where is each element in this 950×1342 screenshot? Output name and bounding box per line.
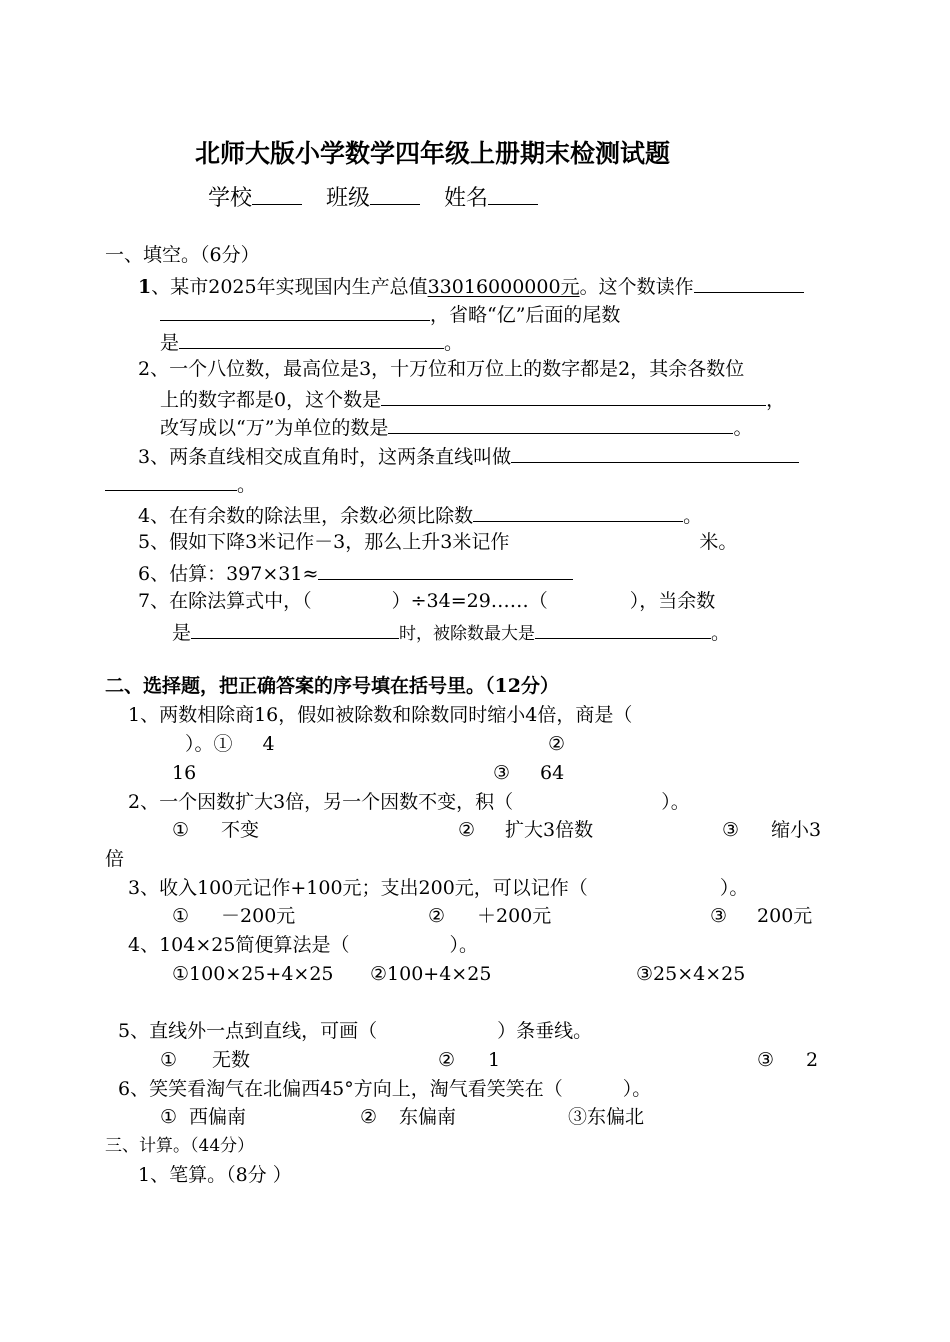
s1-q2-line2-text: 上的数字都是0，这个数是 xyxy=(160,389,382,411)
s2-q6-option-c[interactable]: ③东偏北 xyxy=(568,1106,645,1128)
s1-q1-line2-text: ，省略“亿”后面的尾数 xyxy=(430,304,621,326)
school-label: 学校 xyxy=(208,186,253,211)
s2-q6-stem xyxy=(118,1077,651,1101)
s2-q5-option-a[interactable] xyxy=(160,1048,250,1072)
s2-q5-option-b[interactable] xyxy=(438,1048,500,1072)
s2-q5-option-c[interactable] xyxy=(757,1048,818,1072)
s2-q2-a-text: 不变 xyxy=(221,819,260,841)
s1-q2-line2 xyxy=(160,385,785,412)
s1-q1-line1 xyxy=(138,272,804,299)
s2-q3-option-a[interactable] xyxy=(172,904,295,928)
s1-q7-end: 。 xyxy=(711,622,731,644)
s1-q1-blank-read[interactable] xyxy=(694,272,804,293)
s2-q5-a-text: 无数 xyxy=(212,1049,251,1071)
s2-q1-option-a[interactable]: 4 xyxy=(262,733,275,755)
s1-q2-line3 xyxy=(160,413,752,440)
s1-q2-blank-number[interactable] xyxy=(381,385,766,406)
s1-q1-line3 xyxy=(160,328,463,355)
s2-q1-c-mark: ③ xyxy=(493,762,511,784)
s2-q4-option-b[interactable]: ②100+4×25 xyxy=(370,963,492,985)
s2-q1-line2 xyxy=(185,732,275,756)
s1-q3-blank-cont[interactable] xyxy=(105,470,237,491)
class-label: 班级 xyxy=(326,186,371,211)
s1-q2-end: 。 xyxy=(733,417,753,439)
s2-q2-b-mark: ② xyxy=(458,819,476,841)
s2-q2-option-c-wrap: 倍 xyxy=(105,848,125,870)
s1-q7-blank-r[interactable] xyxy=(191,618,399,639)
school-blank[interactable] xyxy=(252,184,302,205)
s1-q7-blank-max[interactable] xyxy=(535,618,711,639)
s2-q5-a-mark: ① xyxy=(160,1049,178,1071)
s1-q1-blank-read-cont[interactable] xyxy=(160,300,430,321)
s2-q2-a-mark: ① xyxy=(172,819,190,841)
s2-q4-option-c[interactable]: ③25×4×25 xyxy=(636,963,746,985)
s1-q7-line2-a: 是 xyxy=(172,622,192,644)
s2-q5-b-mark: ② xyxy=(438,1049,456,1071)
s2-q6-stem-text: 6、笑笑看淘气在北偏西45°方向上，淘气看笑笑在（ xyxy=(118,1078,563,1100)
s1-q7-part-c: ），当余数 xyxy=(629,590,716,612)
s2-q6-close: ）。 xyxy=(622,1078,652,1100)
s2-q2-c-mark: ③ xyxy=(722,819,740,841)
s1-q6 xyxy=(138,559,573,586)
s2-q1-stem: 1、两数相除商16，假如被除数和除数同时缩小4倍，商是（ xyxy=(128,704,633,726)
s1-q1-end: 。 xyxy=(444,332,464,354)
s2-q3-option-c[interactable] xyxy=(710,904,812,928)
s2-q3-a-text: －200元 xyxy=(221,905,296,927)
s1-q3-text: 3、两条直线相交成直角时，这两条直线叫做 xyxy=(138,446,512,468)
s2-q3-c-mark: ③ xyxy=(710,905,728,927)
s1-q3-line2 xyxy=(105,470,256,497)
s2-q4-close: ）。 xyxy=(449,934,478,956)
s2-q4-stem xyxy=(128,933,478,957)
s1-q4-blank[interactable] xyxy=(473,501,683,522)
s2-q1-option-c[interactable] xyxy=(493,761,564,785)
name-blank[interactable] xyxy=(488,184,538,205)
s1-q1-value: 33016000000元 xyxy=(427,276,580,298)
s1-q7-part-a: 7、在除法算式中，（ xyxy=(138,590,312,612)
s1-q1-number: 1 xyxy=(138,276,152,298)
s1-q5 xyxy=(138,530,737,554)
s1-q1-blank-approx[interactable] xyxy=(179,328,444,349)
s1-q7-line2-b: 时，被除数最大是 xyxy=(399,624,536,644)
s1-q3-end: 。 xyxy=(237,474,257,496)
s1-q4-text: 4、在有余数的除法里，余数必须比除数 xyxy=(138,505,474,527)
s2-q3-stem xyxy=(128,876,748,900)
s1-q6-blank[interactable] xyxy=(318,559,573,580)
student-info xyxy=(208,184,538,213)
s2-q3-option-b[interactable] xyxy=(428,904,551,928)
s1-q6-text: 6、估算：397×31≈ xyxy=(138,563,319,585)
s1-q2-comma: ， xyxy=(766,389,786,411)
s1-q2-line1: 2、一个八位数，最高位是3，十万位和万位上的数字都是2，其余各数位 xyxy=(138,358,745,380)
s2-q3-b-text: ＋200元 xyxy=(477,905,552,927)
s2-q1-b-mark: ② xyxy=(548,733,566,755)
s2-q6-a-mark: ① xyxy=(160,1106,178,1128)
s2-q4-stem-text: 4、104×25简便算法是（ xyxy=(128,934,350,956)
s1-q1-tail: 。这个数读作 xyxy=(579,276,694,298)
section-1-heading: 一、填空。（6分） xyxy=(105,244,260,266)
s1-q7-line1 xyxy=(138,589,715,613)
s3-q1: 1、笔算。（8分 ） xyxy=(138,1164,292,1186)
s1-q1-text: 、某市2025年实现国内生产总值 xyxy=(151,276,428,298)
s2-q6-b-mark: ② xyxy=(360,1106,378,1128)
s2-q5-close: ）条垂线。 xyxy=(497,1020,593,1042)
s2-q2-option-c[interactable] xyxy=(722,818,821,842)
s2-q3-b-mark: ② xyxy=(428,905,446,927)
s1-q3-blank[interactable] xyxy=(511,442,799,463)
s2-q3-c-text: 200元 xyxy=(757,905,813,927)
s2-q2-stem xyxy=(128,790,690,814)
page-title: 北师大版小学数学四年级上册期末检测试题 xyxy=(195,139,671,168)
s2-q5-c-mark: ③ xyxy=(757,1049,775,1071)
s1-q5-text: 5、假如下降3米记作－3，那么上升3米记作 xyxy=(138,531,510,553)
s1-q1-line2 xyxy=(160,300,620,327)
s1-q4-end: 。 xyxy=(683,505,703,527)
s1-q1-line3-text: 是 xyxy=(160,332,180,354)
s1-q7-part-b: ）÷34=29……（ xyxy=(391,590,548,612)
s2-q5-stem-text: 5、直线外一点到直线，可画（ xyxy=(118,1020,378,1042)
s2-q6-b-text: 东偏南 xyxy=(399,1106,457,1128)
s2-q2-option-b[interactable] xyxy=(458,818,593,842)
s2-q6-a-text: 西偏南 xyxy=(189,1106,247,1128)
s1-q2-blank-wan[interactable] xyxy=(388,413,733,434)
s2-q6-option-a[interactable] xyxy=(160,1105,246,1129)
s2-q1-close-a-mark: ）。① xyxy=(185,733,233,755)
class-blank[interactable] xyxy=(370,184,420,205)
s2-q2-close: ）。 xyxy=(661,791,690,813)
s1-q7-line2 xyxy=(172,618,730,646)
s1-q2-line3-text: 改写成以“万”为单位的数是 xyxy=(160,417,389,439)
name-label: 姓名 xyxy=(444,186,489,211)
s2-q1-c-text: 64 xyxy=(540,762,565,784)
s2-q3-close: ）。 xyxy=(719,877,749,899)
s2-q3-a-mark: ① xyxy=(172,905,190,927)
s2-q5-b-text: 1 xyxy=(488,1049,501,1071)
s1-q3-line1 xyxy=(138,442,799,469)
s2-q2-b-text: 扩大3倍数 xyxy=(505,819,594,841)
s1-q5-end: 米。 xyxy=(699,531,738,553)
s2-q2-c-text: 缩小3 xyxy=(771,819,822,841)
s2-q2-option-a[interactable] xyxy=(172,818,259,842)
s2-q5-stem xyxy=(118,1019,592,1043)
s2-q2-stem-text: 2、一个因数扩大3倍，另一个因数不变，积（ xyxy=(128,791,514,813)
s2-q3-stem-text: 3、收入100元记作+100元；支出200元，可以记作（ xyxy=(128,877,588,899)
s2-q4-option-a[interactable]: ①100×25+4×25 xyxy=(172,963,334,985)
s1-q4 xyxy=(138,501,702,528)
s2-q5-c-text: 2 xyxy=(806,1049,819,1071)
s2-q6-option-b[interactable] xyxy=(360,1105,456,1129)
section-3-heading: 三、计算。（44分） xyxy=(105,1136,255,1156)
s2-q1-option-b[interactable]: 16 xyxy=(172,762,197,784)
section-2-heading: 二、选择题，把正确答案的序号填在括号里。（12分） xyxy=(105,675,559,697)
